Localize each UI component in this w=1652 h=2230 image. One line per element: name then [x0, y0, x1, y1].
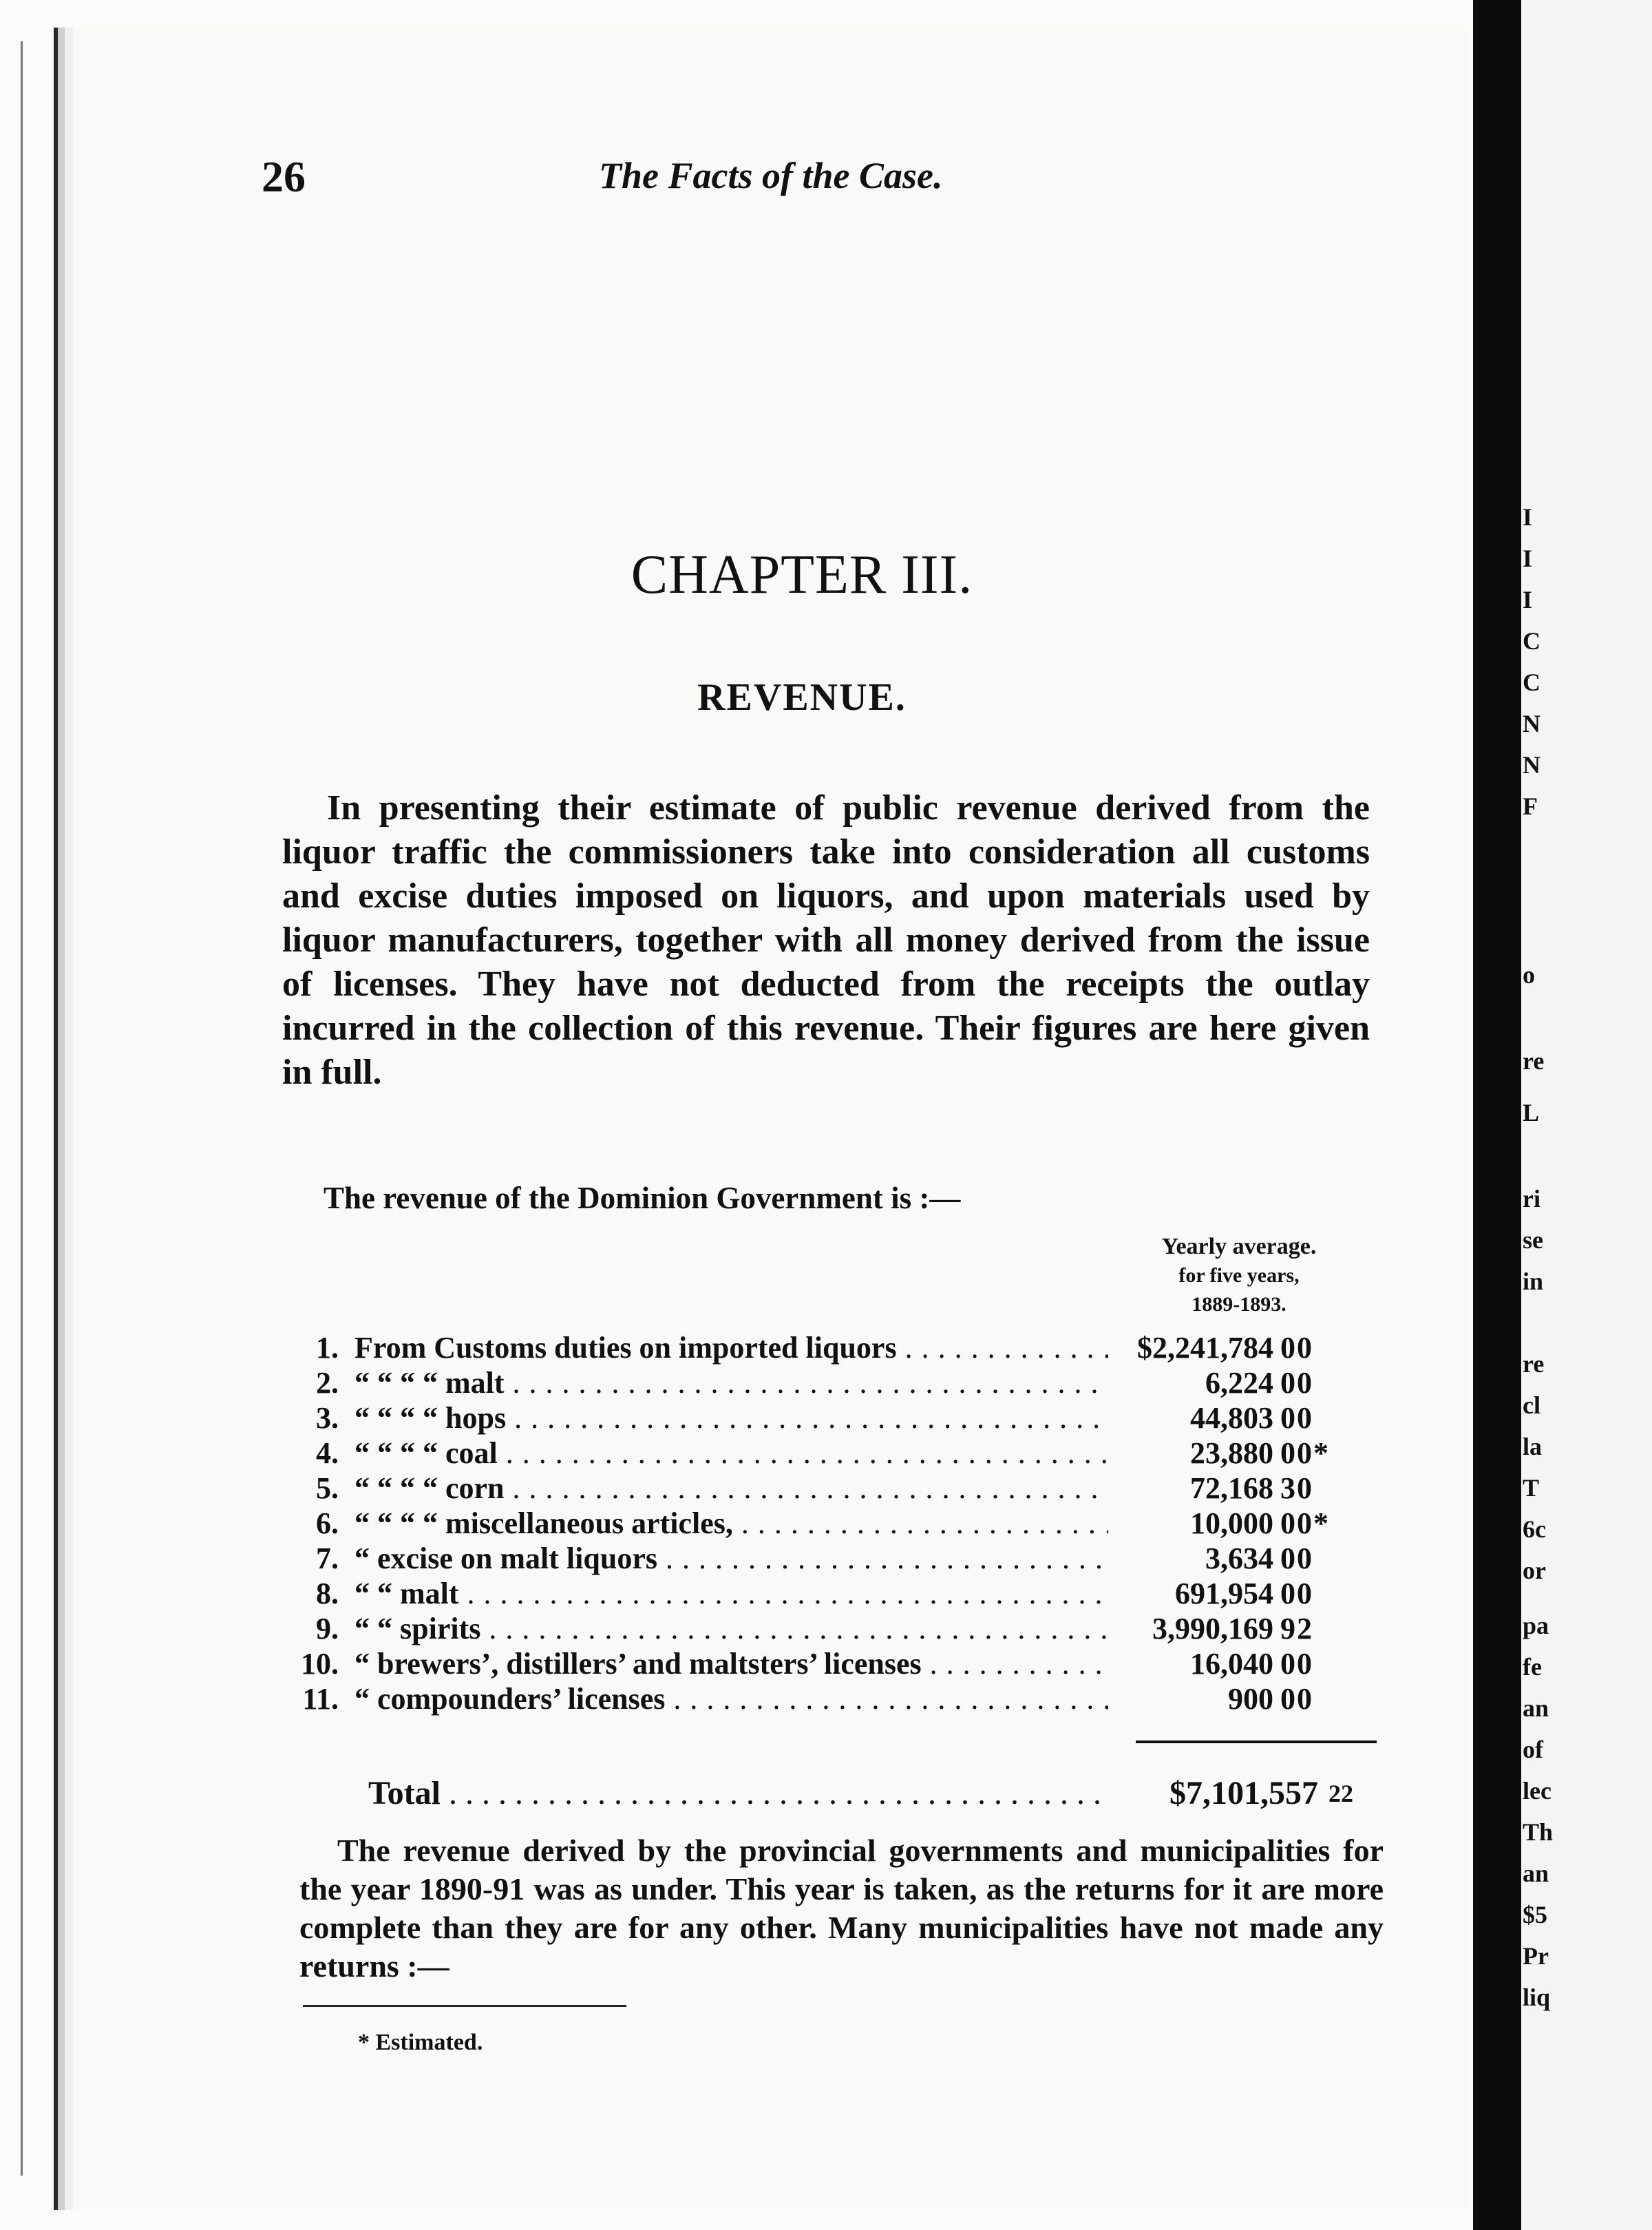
row-description: “ brewers’, distillers’ and maltsters’ licenses . . . [354, 1646, 1146, 1681]
adjacent-page-fragment: Pr [1523, 1942, 1549, 1970]
column-header-line1: Yearly average. [1161, 1234, 1317, 1259]
row-amount: 900 [1108, 1681, 1273, 1716]
row-description: “ excise on malt liquors . . . [354, 1541, 1146, 1576]
adjacent-page-fragment: in [1523, 1267, 1544, 1295]
footnote-rule [303, 2005, 626, 2007]
adjacent-page-fragment: o [1523, 961, 1535, 989]
table-row [296, 1541, 1384, 1576]
table-row [296, 1506, 1384, 1541]
row-number: 10. [301, 1647, 339, 1681]
adjacent-page-fragment: se [1523, 1226, 1543, 1254]
adjacent-page-fragment: pa [1523, 1612, 1549, 1639]
table-row [296, 1365, 1384, 1400]
row-cents: 00 [1280, 1682, 1313, 1716]
row-amount: 44,803 [1108, 1400, 1273, 1435]
adjacent-page-fragment: of [1523, 1736, 1543, 1763]
table-row [296, 1471, 1384, 1506]
column-header-line2: for five years, [1178, 1264, 1300, 1287]
table-row [296, 1330, 1384, 1365]
adjacent-page-fragment: $5 [1523, 1901, 1547, 1928]
adjacent-page-fragment: I [1523, 545, 1533, 572]
row-amount: 10,000 [1108, 1506, 1273, 1541]
row-amount: 691,954 [1108, 1576, 1273, 1611]
adjacent-page-fragment: T [1523, 1474, 1540, 1502]
adjacent-page-fragment: L [1523, 1099, 1540, 1126]
row-description: “ compounders’ licenses . . . [354, 1681, 1146, 1716]
footnote: * Estimated. [358, 2030, 483, 2055]
total-cents: 22 [1328, 1780, 1353, 1807]
total-amount: $7,101,557 [1112, 1773, 1318, 1814]
row-description: “ “ spirits . . . [354, 1611, 1146, 1646]
row-cents: 00 [1280, 1647, 1313, 1681]
adjacent-page-fragment: C [1523, 627, 1540, 655]
adjacent-page-fragment: F [1523, 792, 1538, 820]
total-rule [1136, 1740, 1377, 1743]
row-cents: 00* [1280, 1506, 1330, 1540]
table-row [296, 1576, 1384, 1611]
total-label: Total . . . [368, 1773, 1112, 1814]
table-row [296, 1681, 1384, 1716]
adjacent-page-fragment: Th [1523, 1818, 1554, 1846]
row-cents: 92 [1280, 1612, 1313, 1645]
table-row [296, 1435, 1384, 1471]
adjacent-page-fragment: ri [1523, 1185, 1540, 1212]
row-number: 1. [316, 1331, 339, 1365]
adjacent-page-fragment: la [1523, 1433, 1543, 1460]
adjacent-page-fragment: C [1523, 669, 1540, 696]
table-row [296, 1611, 1384, 1646]
row-number: 7. [316, 1542, 339, 1575]
row-number: 11. [302, 1682, 339, 1716]
row-cents: 00 [1280, 1577, 1313, 1610]
adjacent-page-fragment: N [1523, 751, 1540, 779]
closing-paragraph: The revenue derived by the provincial governments and municipalities for the year 1890-91 was as under. This year is taken, as the returns for it are more complete than they are for any other. Many municipalities have not made any returns :— [299, 1833, 1384, 1984]
row-number: 3. [316, 1401, 339, 1435]
adjacent-page-fragment: an [1523, 1694, 1549, 1722]
row-number: 6. [316, 1506, 339, 1540]
row-description: From Customs duties on imported liquors . . . [354, 1330, 1146, 1365]
column-header-line3: 1889-1893. [1192, 1293, 1286, 1316]
adjacent-page-fragment: fe [1523, 1653, 1542, 1681]
column-header [1101, 1232, 1377, 1319]
row-amount: 72,168 [1108, 1471, 1273, 1506]
chapter-title: CHAPTER III. [631, 545, 973, 605]
row-cents: 00* [1280, 1436, 1330, 1470]
row-amount: 3,990,169 [1108, 1611, 1273, 1646]
row-number: 4. [316, 1436, 339, 1470]
row-amount: 3,634 [1108, 1541, 1273, 1576]
row-number: 5. [316, 1471, 339, 1505]
adjacent-page-fragment: cl [1523, 1391, 1540, 1419]
table-intro: The revenue of the Dominion Government is :— [324, 1181, 961, 1215]
row-cents: 00 [1280, 1542, 1313, 1575]
adjacent-page-fragment: I [1523, 586, 1533, 613]
row-number: 8. [316, 1577, 339, 1610]
row-cents: 00 [1280, 1366, 1313, 1400]
adjacent-page-fragment: re [1523, 1350, 1545, 1378]
row-description: “ “ “ “ hops . . . [354, 1400, 1146, 1435]
table-row [296, 1400, 1384, 1435]
row-description: “ “ “ “ coal . . . [354, 1435, 1146, 1471]
row-description: “ “ “ “ corn . . . [354, 1471, 1146, 1506]
total-row [368, 1773, 1380, 1814]
adjacent-page-fragment: 6c [1523, 1515, 1546, 1543]
row-number: 2. [316, 1366, 339, 1400]
revenue-table [296, 1330, 1384, 1716]
row-amount: 6,224 [1108, 1365, 1273, 1400]
row-cents: 30 [1280, 1471, 1313, 1505]
adjacent-page-fragment: re [1523, 1047, 1545, 1075]
adjacent-page-fragment: or [1523, 1557, 1546, 1584]
intro-paragraph: In presenting their estimate of public revenue derived from the liquor traffic the commissioners take into consideration all customs and excise duties imposed on liquors, and upon materials used by liquor manufacturers, together with all money derived from the issue of licenses. They have not deducted from the receipts the outlay incurred in the collection of this revenue. Their figures are here given in full. [282, 788, 1370, 1092]
book-gutter [1473, 0, 1521, 2230]
running-title: The Facts of the Case. [599, 155, 943, 196]
page-number: 26 [262, 152, 306, 201]
row-description: “ “ “ “ malt . . . [354, 1365, 1146, 1400]
row-number: 9. [316, 1612, 339, 1645]
row-amount: 16,040 [1108, 1646, 1273, 1681]
row-amount: 23,880 [1108, 1435, 1273, 1471]
adjacent-page-fragment: liq [1523, 1984, 1551, 2011]
adjacent-page-fragment: lec [1523, 1777, 1552, 1805]
adjacent-page [1521, 0, 1652, 2230]
section-title: REVENUE. [697, 676, 907, 719]
row-description: “ “ “ “ miscellaneous articles, . . . [354, 1506, 1146, 1541]
adjacent-page-fragment: N [1523, 710, 1540, 737]
row-cents: 00 [1280, 1331, 1313, 1365]
row-cents: 00 [1280, 1401, 1313, 1435]
table-row [296, 1646, 1384, 1681]
adjacent-page-fragment: I [1523, 503, 1533, 531]
row-description: “ “ malt . . . [354, 1576, 1146, 1611]
row-amount: $2,241,784 [1108, 1330, 1273, 1365]
adjacent-page-fragment: an [1523, 1860, 1549, 1887]
